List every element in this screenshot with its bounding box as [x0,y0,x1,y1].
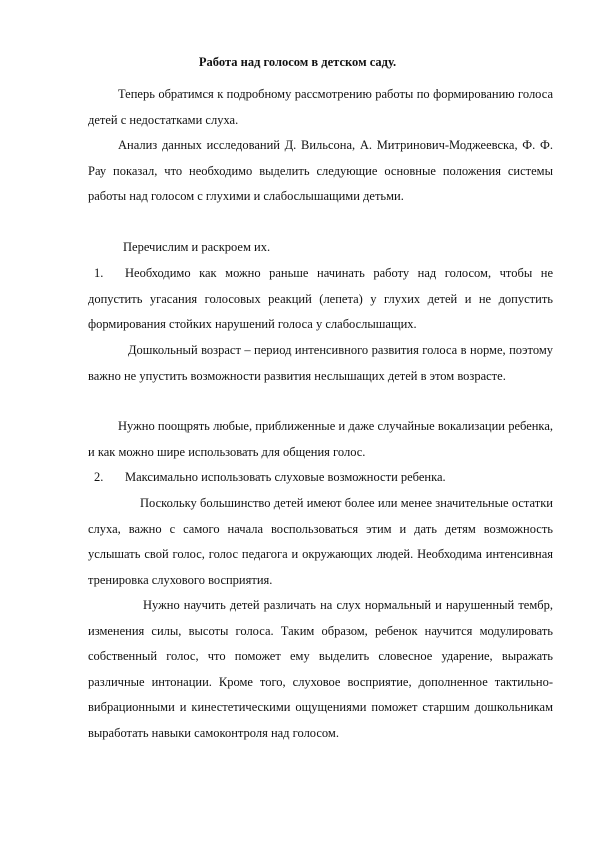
paragraph-analysis: Анализ данных исследований Д. Вильсона, А. Митринович-Моджеевска, Ф. Ф. Рау показал, что необходимо выделить следующие основные положения системы работы над голосом с глухими и слабослышащими детьми. [88,138,553,203]
paragraph-enumerate: Перечислим и раскроем их. [123,240,271,254]
paragraph-timbre-training: Нужно научить детей различать на слух нормальный и нарушенный тембр, изменения силы, высоты голоса. Таким образом, ребенок научится модулировать собственный голос, что поможет ему выделить словесное ударение, выражать различные интонации. Кроме того, слуховое восприятие, дополненное тактильно-вибрационными и кинестетическими ощущениями поможет старшим дошкольникам выработать навыки самоконтроля над голосом. [88,598,553,740]
list-number-1: 1. [94,266,104,280]
paragraph-hearing-remnants: Поскольку большинство детей имеют более или менее значительные остатки слуха, важно с самого начала воспользоваться этим и дать детям возможность услышать свой голос, голос педагога и окружающих людей. Необходима интенсивная тренировка слухового восприятия. [88,496,553,587]
list-number-2: 2. [94,470,104,484]
paragraph-vocalization: Нужно поощрять любые, приближенные и даже случайные вокализации ребенка, и как можно шире использовать для общения голос. [88,419,553,459]
paragraph-preschool-age: Дошкольный возраст – период интенсивного развития голоса в норме, поэтому важно не упустить возможности развития неслышащих детей в этом возрасте. [88,343,553,383]
list-item-2: Максимально использовать слуховые возможности ребенка. [125,470,446,484]
document-title: Работа над голосом в детском саду. [198,55,397,69]
paragraph-intro: Теперь обратимся к подробному рассмотрению работы по формированию голоса детей с недостатками слуха. [88,87,553,127]
list-item-1: Необходимо как можно раньше начинать работу над голосом, чтобы не допустить угасания голосовых реакций (лепета) у глухих детей и не допустить формирования стойких нарушений голоса у слабослышащих. [88,266,553,331]
